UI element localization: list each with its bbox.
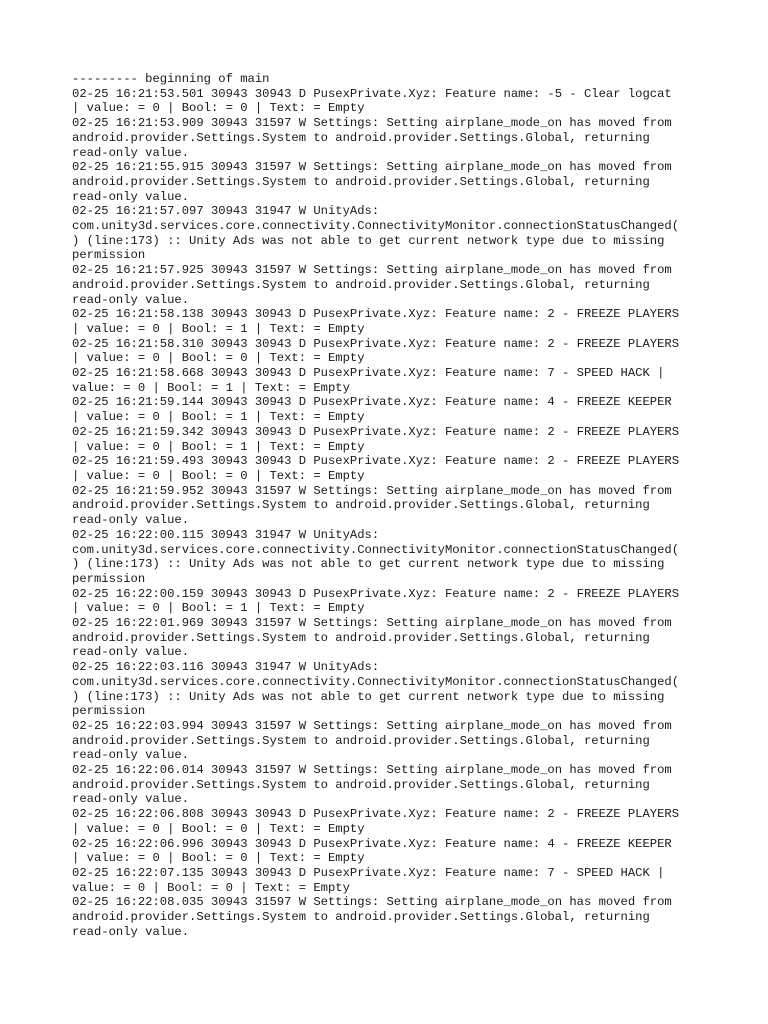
log-line: android.provider.Settings.System to android.provider.Settings.Global, returning	[72, 910, 650, 925]
log-line: 02-25 16:21:59.493 30943 30943 D PusexPrivate.Xyz: Feature name: 2 - FREEZE PLAYERS	[72, 454, 680, 469]
log-line: value: = 0 | Bool: = 1 | Text: = Empty	[72, 380, 350, 395]
log-line: permission	[72, 704, 146, 719]
log-line: | value: = 0 | Bool: = 0 | Text: = Empty	[72, 351, 365, 366]
log-line: 02-25 16:21:58.138 30943 30943 D PusexPrivate.Xyz: Feature name: 2 - FREEZE PLAYERS	[72, 307, 680, 322]
log-line: ) (line:173) :: Unity Ads was not able to get current network type due to missing	[72, 557, 665, 572]
log-line: | value: = 0 | Bool: = 1 | Text: = Empty	[72, 439, 365, 454]
log-line: 02-25 16:21:53.501 30943 30943 D PusexPrivate.Xyz: Feature name: -5 - Clear logcat	[72, 86, 672, 101]
log-line: value: = 0 | Bool: = 0 | Text: = Empty	[72, 880, 350, 895]
log-line: permission	[72, 571, 146, 586]
log-line: | value: = 0 | Bool: = 0 | Text: = Empty	[72, 821, 365, 836]
log-line: 02-25 16:22:06.014 30943 31597 W Settings: Setting airplane_mode_on has moved from	[72, 763, 672, 778]
log-line: read-only value.	[72, 513, 190, 528]
log-line: read-only value.	[72, 924, 190, 939]
log-line: 02-25 16:22:01.969 30943 31597 W Settings: Setting airplane_mode_on has moved from	[72, 616, 672, 631]
log-line: read-only value.	[72, 748, 190, 763]
log-line: 02-25 16:22:06.996 30943 30943 D PusexPrivate.Xyz: Feature name: 4 - FREEZE KEEPER	[72, 836, 672, 851]
log-line: read-only value.	[72, 145, 190, 160]
log-line: com.unity3d.services.core.connectivity.ConnectivityMonitor.connectionStatusChanged(	[72, 674, 680, 689]
log-line: android.provider.Settings.System to android.provider.Settings.Global, returning	[72, 277, 650, 292]
log-line: 02-25 16:21:55.915 30943 31597 W Settings: Setting airplane_mode_on has moved from	[72, 160, 672, 175]
log-line: 02-25 16:21:57.925 30943 31597 W Settings: Setting airplane_mode_on has moved from	[72, 263, 672, 278]
log-line: 02-25 16:22:03.116 30943 31947 W UnityAds:	[72, 660, 380, 675]
log-line: android.provider.Settings.System to android.provider.Settings.Global, returning	[72, 733, 650, 748]
log-line: 02-25 16:22:00.115 30943 31947 W UnityAds:	[72, 527, 380, 542]
log-line: | value: = 0 | Bool: = 0 | Text: = Empty	[72, 101, 365, 116]
log-line: com.unity3d.services.core.connectivity.ConnectivityMonitor.connectionStatusChanged(	[72, 219, 680, 234]
log-line: 02-25 16:22:08.035 30943 31597 W Settings: Setting airplane_mode_on has moved from	[72, 895, 672, 910]
log-line: 02-25 16:22:00.159 30943 30943 D PusexPrivate.Xyz: Feature name: 2 - FREEZE PLAYERS	[72, 586, 680, 601]
log-line: read-only value.	[72, 792, 190, 807]
log-line: read-only value.	[72, 292, 190, 307]
log-line: 02-25 16:22:06.808 30943 30943 D PusexPrivate.Xyz: Feature name: 2 - FREEZE PLAYERS	[72, 807, 680, 822]
log-line: com.unity3d.services.core.connectivity.ConnectivityMonitor.connectionStatusChanged(	[72, 542, 680, 557]
log-line: | value: = 0 | Bool: = 1 | Text: = Empty	[72, 410, 365, 425]
log-line: android.provider.Settings.System to android.provider.Settings.Global, returning	[72, 130, 650, 145]
log-line: 02-25 16:21:59.342 30943 30943 D PusexPrivate.Xyz: Feature name: 2 - FREEZE PLAYERS	[72, 424, 680, 439]
log-line: read-only value.	[72, 645, 190, 660]
log-line: 02-25 16:21:58.310 30943 30943 D PusexPrivate.Xyz: Feature name: 2 - FREEZE PLAYERS	[72, 336, 680, 351]
log-line: read-only value.	[72, 189, 190, 204]
log-line: | value: = 0 | Bool: = 0 | Text: = Empty	[72, 468, 365, 483]
log-line: ) (line:173) :: Unity Ads was not able to get current network type due to missing	[72, 689, 665, 704]
log-line: 02-25 16:21:58.668 30943 30943 D PusexPrivate.Xyz: Feature name: 7 - SPEED HACK |	[72, 366, 665, 381]
log-line: permission	[72, 248, 146, 263]
log-line: 02-25 16:21:59.952 30943 31597 W Settings: Setting airplane_mode_on has moved from	[72, 483, 672, 498]
log-line: | value: = 0 | Bool: = 1 | Text: = Empty	[72, 321, 365, 336]
log-line: android.provider.Settings.System to android.provider.Settings.Global, returning	[72, 777, 650, 792]
log-line: android.provider.Settings.System to android.provider.Settings.Global, returning	[72, 174, 650, 189]
log-line: 02-25 16:21:59.144 30943 30943 D PusexPrivate.Xyz: Feature name: 4 - FREEZE KEEPER	[72, 395, 672, 410]
log-line: ) (line:173) :: Unity Ads was not able to get current network type due to missing	[72, 233, 665, 248]
log-line: | value: = 0 | Bool: = 1 | Text: = Empty	[72, 601, 365, 616]
log-line: 02-25 16:21:53.909 30943 31597 W Settings: Setting airplane_mode_on has moved from	[72, 116, 672, 131]
log-line: android.provider.Settings.System to android.provider.Settings.Global, returning	[72, 630, 650, 645]
log-line: --------- beginning of main	[72, 72, 270, 86]
log-line: | value: = 0 | Bool: = 0 | Text: = Empty	[72, 851, 365, 866]
logcat-document	[72, 72, 712, 939]
log-line: 02-25 16:22:03.994 30943 31597 W Settings: Setting airplane_mode_on has moved from	[72, 718, 672, 733]
log-line: android.provider.Settings.System to android.provider.Settings.Global, returning	[72, 498, 650, 513]
log-line: 02-25 16:22:07.135 30943 30943 D PusexPrivate.Xyz: Feature name: 7 - SPEED HACK |	[72, 865, 665, 880]
log-line: 02-25 16:21:57.097 30943 31947 W UnityAds:	[72, 204, 380, 219]
